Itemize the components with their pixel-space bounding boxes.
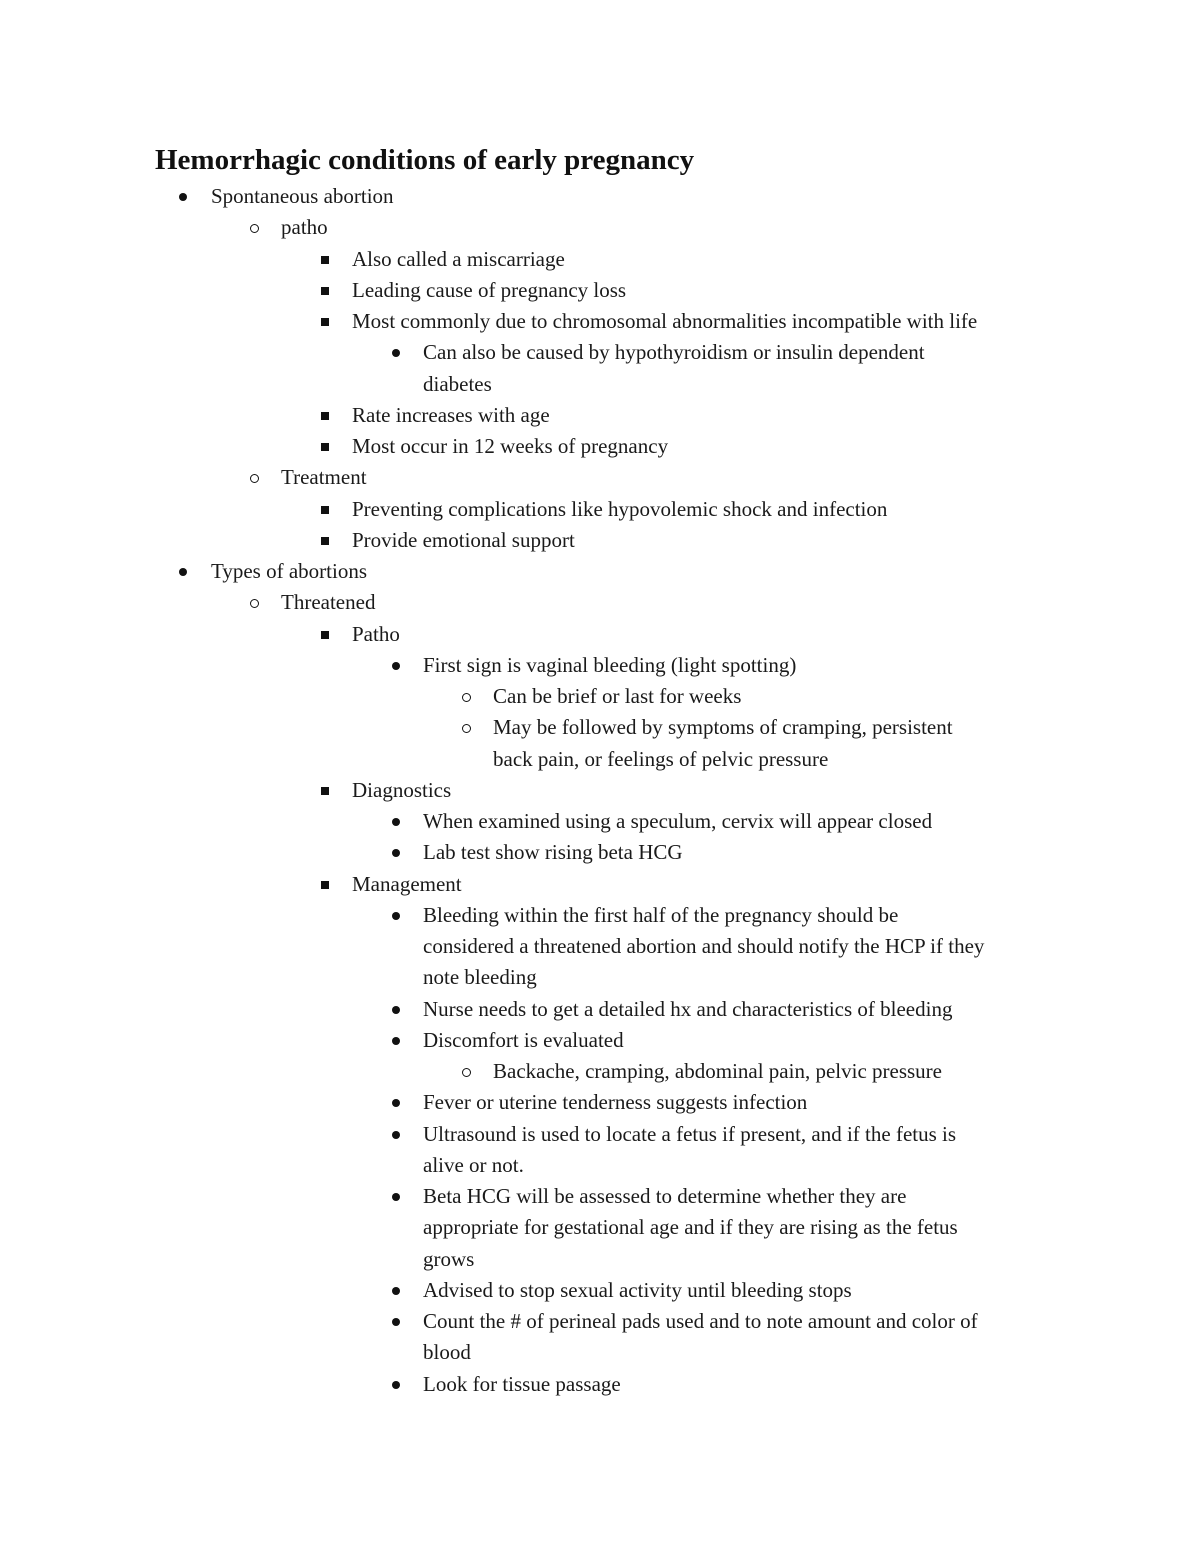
list-item-text: Advised to stop sexual activity until bleeding stops bbox=[423, 1277, 852, 1302]
disc-bullet-icon bbox=[386, 806, 406, 837]
list-item bbox=[0, 712, 1200, 743]
list-item-text: Nurse needs to get a detailed hx and characteristics of bleeding bbox=[423, 996, 953, 1021]
list-item bbox=[0, 181, 1200, 212]
list-item-continuation bbox=[0, 1244, 1200, 1275]
list-item-text: First sign is vaginal bleeding (light spotting) bbox=[423, 652, 797, 677]
list-item-continuation bbox=[0, 931, 1200, 962]
list-item bbox=[0, 900, 1200, 931]
list-item-text: blood bbox=[423, 1340, 471, 1365]
list-item bbox=[0, 650, 1200, 681]
list-item bbox=[0, 619, 1200, 650]
bullet-outline bbox=[0, 181, 1200, 1400]
list-item bbox=[0, 306, 1200, 337]
list-item-text: Ultrasound is used to locate a fetus if present, and if the fetus is bbox=[423, 1121, 957, 1146]
list-item bbox=[0, 1181, 1200, 1212]
disc-bullet-icon bbox=[386, 1181, 406, 1212]
list-item bbox=[0, 1275, 1200, 1306]
list-item-text: Can be brief or last for weeks bbox=[493, 684, 742, 708]
list-item-text: Bleeding within the first half of the pregnancy should be bbox=[423, 902, 899, 927]
list-item-text: Provide emotional support bbox=[352, 527, 575, 552]
list-item-continuation bbox=[0, 1337, 1200, 1368]
list-item-text: Patho bbox=[352, 621, 400, 646]
list-item bbox=[0, 556, 1200, 587]
list-item-text: Leading cause of pregnancy loss bbox=[352, 277, 627, 302]
list-item bbox=[0, 431, 1200, 462]
list-item bbox=[0, 837, 1200, 868]
circle-bullet-icon bbox=[244, 587, 264, 618]
square-bullet-icon bbox=[315, 306, 335, 337]
circle-bullet-icon bbox=[456, 681, 476, 712]
square-bullet-icon bbox=[315, 619, 335, 650]
list-item-text: Diagnostics bbox=[352, 777, 452, 802]
list-item-text: back pain, or feelings of pelvic pressure bbox=[493, 746, 829, 771]
list-item-text: considered a threatened abortion and should notify the HCP if they bbox=[423, 934, 985, 958]
list-item-text: Types of abortions bbox=[211, 559, 368, 583]
list-item bbox=[0, 681, 1200, 712]
disc-bullet-icon bbox=[386, 837, 406, 868]
list-item bbox=[0, 525, 1200, 556]
list-item-text: Beta HCG will be assessed to determine whether they are bbox=[423, 1184, 907, 1208]
circle-bullet-icon bbox=[244, 212, 264, 243]
list-item-text: Fever or uterine tenderness suggests infection bbox=[423, 1090, 808, 1115]
list-item bbox=[0, 400, 1200, 431]
list-item-text: Most commonly due to chromosomal abnormalities incompatible with life bbox=[352, 309, 978, 333]
document-title: Hemorrhagic conditions of early pregnancy bbox=[155, 144, 695, 176]
list-item-text: Management bbox=[352, 871, 462, 896]
list-item-text: Count the # of perineal pads used and to note amount and color of bbox=[423, 1309, 978, 1333]
square-bullet-icon bbox=[315, 525, 335, 556]
list-item-text: note bleeding bbox=[423, 965, 537, 990]
list-item-text: Treatment bbox=[281, 465, 367, 490]
disc-bullet-icon bbox=[386, 1119, 406, 1150]
list-item bbox=[0, 462, 1200, 493]
square-bullet-icon bbox=[315, 494, 335, 525]
list-item-text: diabetes bbox=[423, 371, 492, 396]
list-item bbox=[0, 275, 1200, 306]
list-item-continuation bbox=[0, 369, 1200, 400]
list-item-text: appropriate for gestational age and if they are rising as the fetus bbox=[423, 1215, 958, 1240]
disc-bullet-icon bbox=[173, 181, 193, 212]
list-item-text: Most occur in 12 weeks of pregnancy bbox=[352, 434, 669, 458]
list-item-text: Spontaneous abortion bbox=[211, 184, 394, 208]
square-bullet-icon bbox=[315, 244, 335, 275]
list-item-text: patho bbox=[281, 215, 328, 240]
list-item bbox=[0, 494, 1200, 525]
list-item-text: Look for tissue passage bbox=[423, 1371, 621, 1396]
list-item-text: alive or not. bbox=[423, 1152, 524, 1177]
square-bullet-icon bbox=[315, 275, 335, 306]
circle-bullet-icon bbox=[244, 462, 264, 493]
disc-bullet-icon bbox=[386, 650, 406, 681]
list-item-text: grows bbox=[423, 1246, 475, 1271]
disc-bullet-icon bbox=[386, 337, 406, 368]
circle-bullet-icon bbox=[456, 712, 476, 743]
disc-bullet-icon bbox=[386, 1275, 406, 1306]
list-item-continuation bbox=[0, 744, 1200, 775]
list-item-continuation bbox=[0, 962, 1200, 993]
disc-bullet-icon bbox=[386, 1306, 406, 1337]
list-item-text: Backache, cramping, abdominal pain, pelvic pressure bbox=[493, 1059, 942, 1083]
list-item bbox=[0, 337, 1200, 368]
disc-bullet-icon bbox=[386, 1369, 406, 1400]
list-item-text: May be followed by symptoms of cramping, persistent bbox=[493, 715, 953, 740]
list-item-text: Threatened bbox=[281, 590, 376, 615]
list-item bbox=[0, 869, 1200, 900]
list-item bbox=[0, 775, 1200, 806]
list-item bbox=[0, 1369, 1200, 1400]
circle-bullet-icon bbox=[456, 1056, 476, 1087]
square-bullet-icon bbox=[315, 869, 335, 900]
list-item bbox=[0, 1306, 1200, 1337]
square-bullet-icon bbox=[315, 775, 335, 806]
disc-bullet-icon bbox=[386, 994, 406, 1025]
list-item bbox=[0, 212, 1200, 243]
list-item bbox=[0, 587, 1200, 618]
list-item bbox=[0, 994, 1200, 1025]
list-item bbox=[0, 1119, 1200, 1150]
square-bullet-icon bbox=[315, 431, 335, 462]
list-item-text: Lab test show rising beta HCG bbox=[423, 840, 683, 865]
disc-bullet-icon bbox=[386, 1087, 406, 1118]
list-item-text: Also called a miscarriage bbox=[352, 246, 565, 271]
list-item-continuation bbox=[0, 1150, 1200, 1181]
list-item-text: Discomfort is evaluated bbox=[423, 1027, 624, 1052]
list-item bbox=[0, 806, 1200, 837]
list-item bbox=[0, 1056, 1200, 1087]
list-item-continuation bbox=[0, 1212, 1200, 1243]
list-item bbox=[0, 244, 1200, 275]
list-item-text: Rate increases with age bbox=[352, 402, 550, 427]
list-item-text: Can also be caused by hypothyroidism or insulin dependent bbox=[423, 340, 925, 365]
list-item bbox=[0, 1087, 1200, 1118]
list-item bbox=[0, 1025, 1200, 1056]
list-item-text: Preventing complications like hypovolemic shock and infection bbox=[352, 496, 888, 521]
square-bullet-icon bbox=[315, 400, 335, 431]
disc-bullet-icon bbox=[386, 900, 406, 931]
list-item-text: When examined using a speculum, cervix will appear closed bbox=[423, 809, 933, 833]
disc-bullet-icon bbox=[173, 556, 193, 587]
disc-bullet-icon bbox=[386, 1025, 406, 1056]
